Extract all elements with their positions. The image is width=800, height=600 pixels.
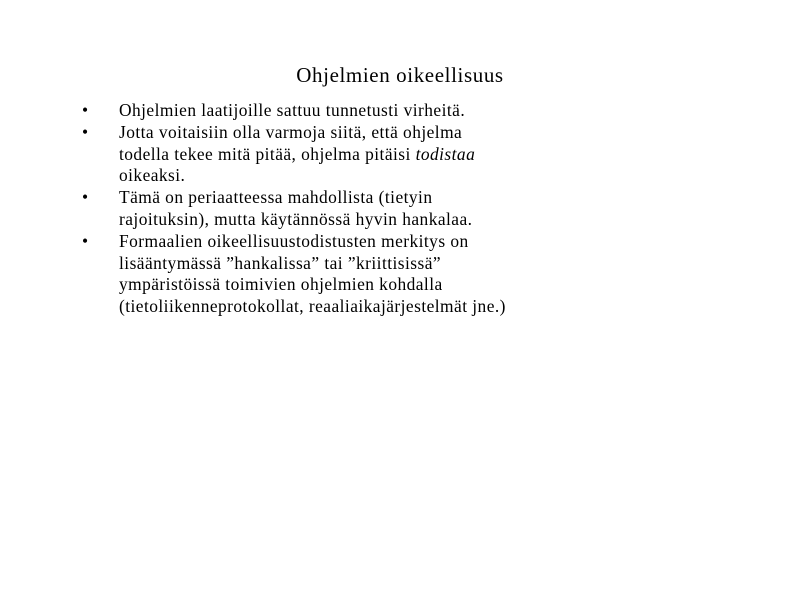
bullet-line: rajoituksin), mutta käytännössä hyvin hankalaa.	[119, 208, 473, 229]
bullet-line: Ohjelmien laatijoille sattuu tunnetusti virheitä.	[119, 100, 466, 120]
emphasis-text: todistaa	[415, 143, 476, 164]
bullet-text: todella tekee mitä pitää, ohjelma pitäisi	[119, 143, 416, 164]
bullet-item	[82, 231, 772, 318]
bullet-line: oikeaksi.	[119, 165, 186, 186]
bullet-line: ympäristöissä toimivien ohjelmien kohdalla	[119, 274, 443, 295]
bullet-line-with-emphasis	[119, 144, 772, 166]
bullet-line: lisääntymässä ”hankalissa” tai ”kriittisissä”	[119, 252, 442, 273]
bullet-list	[82, 100, 772, 318]
bullet-line: Jotta voitaisiin olla varmoja siitä, että ohjelma	[119, 121, 463, 142]
bullet-item	[82, 187, 772, 231]
bullet-line: Tämä on periaatteessa mahdollista (tietyin	[119, 187, 433, 208]
bullet-icon: •	[82, 100, 89, 120]
slide-title: Ohjelmien oikeellisuus	[296, 63, 504, 87]
bullet-item	[82, 122, 772, 187]
bullet-line: Formaalien oikeellisuustodistusten merkitys on	[119, 230, 469, 251]
bullet-icon: •	[82, 230, 89, 251]
bullet-line: (tietoliikenneprotokollat, reaaliaikajärjestelmät jne.)	[119, 296, 506, 317]
bullet-icon: •	[82, 121, 89, 142]
bullet-item	[82, 100, 772, 122]
bullet-icon: •	[82, 187, 89, 208]
